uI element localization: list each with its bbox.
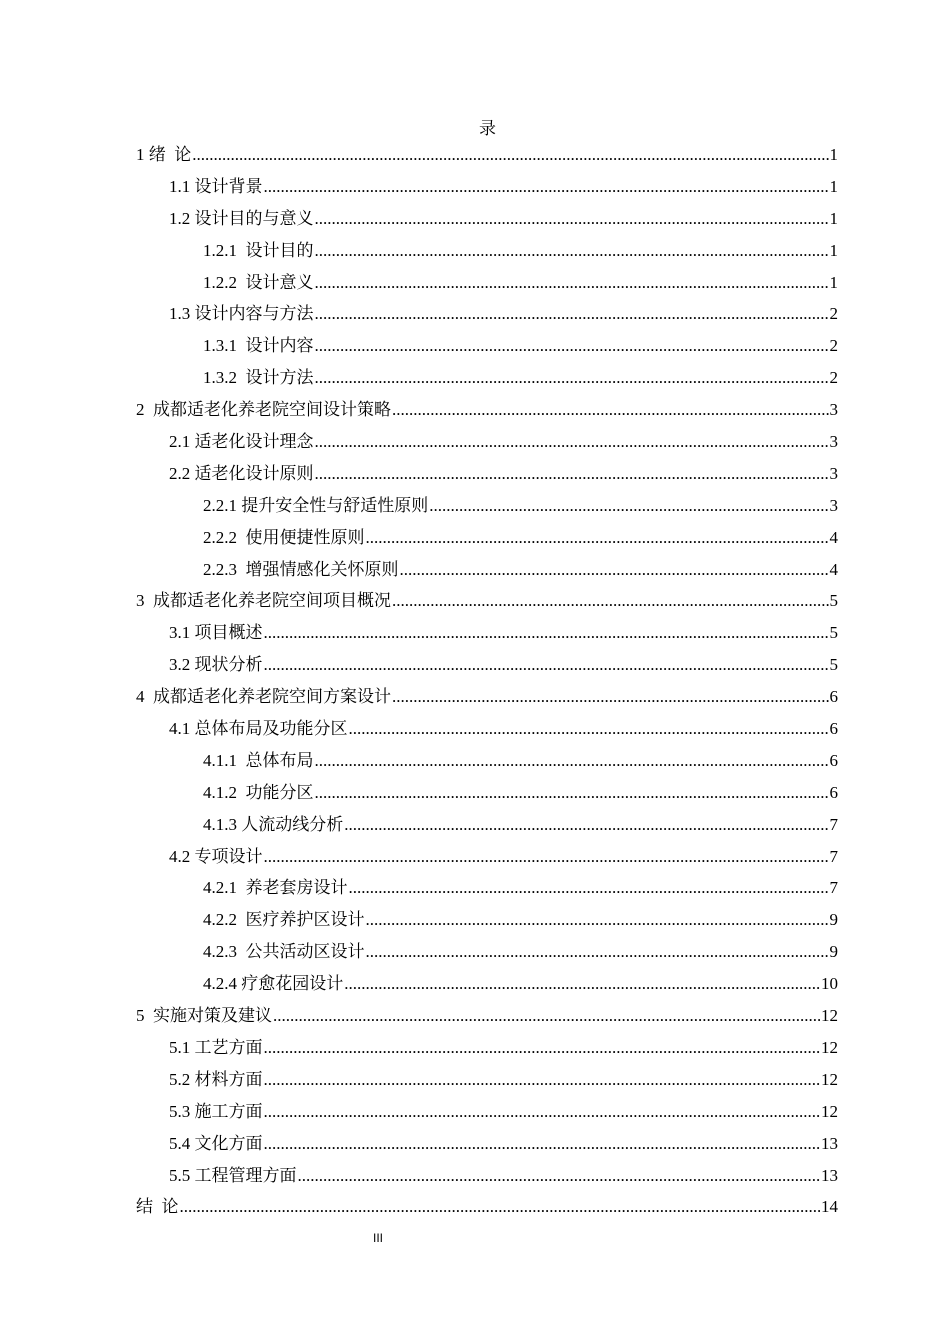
toc-entry-page: 6 <box>829 687 838 707</box>
toc-entry[interactable] <box>136 458 838 490</box>
toc-entry-page: 6 <box>829 750 838 770</box>
toc-dot-leader <box>315 745 829 777</box>
toc-dot-leader <box>344 968 820 1000</box>
toc-entry-page: 4 <box>829 527 838 547</box>
toc-dot-leader <box>392 585 829 617</box>
toc-dot-leader <box>400 554 829 586</box>
toc-entry-label: 3.2 现状分析 <box>169 655 263 675</box>
toc-entry[interactable] <box>136 713 838 745</box>
toc-entry-label: 4.2.2 医疗养护区设计 <box>203 910 365 930</box>
toc-entry-label: 4.1.1 总体布局 <box>203 750 314 770</box>
toc-entry-label: 1.3 设计内容与方法 <box>169 304 314 324</box>
toc-entry-page: 13 <box>821 1165 838 1185</box>
toc-entry[interactable] <box>136 1191 838 1223</box>
toc-entry[interactable] <box>136 904 838 936</box>
toc-entry[interactable] <box>136 235 838 267</box>
toc-entry[interactable] <box>136 1160 838 1192</box>
toc-entry-label: 1.2.1 设计目的 <box>203 240 314 260</box>
toc-entry[interactable] <box>136 426 838 458</box>
toc-entry-label: 1.2.2 设计意义 <box>203 272 314 292</box>
toc-entry-label: 5.4 文化方面 <box>169 1133 263 1153</box>
toc-entry[interactable] <box>136 203 838 235</box>
toc-entry[interactable] <box>136 298 838 330</box>
toc-entry-label: 1.3.2 设计方法 <box>203 368 314 388</box>
toc-entry-label: 2.2 适老化设计原则 <box>169 463 314 483</box>
toc-entry-label: 1.1 设计背景 <box>169 176 263 196</box>
toc-entry-label: 2.1 适老化设计理念 <box>169 432 314 452</box>
toc-entry[interactable] <box>136 841 838 873</box>
toc-entry-label: 5.1 工艺方面 <box>169 1037 263 1057</box>
toc-title: 录 <box>479 119 496 138</box>
toc-entry-label: 5 实施对策及建议 <box>136 1006 272 1026</box>
toc-entry[interactable] <box>136 1096 838 1128</box>
toc-entry-page: 5 <box>829 591 838 611</box>
toc-dot-leader <box>264 1032 821 1064</box>
toc-entry[interactable] <box>136 681 838 713</box>
toc-entry-page: 12 <box>821 1101 838 1121</box>
toc-dot-leader <box>315 330 829 362</box>
toc-entry[interactable] <box>136 139 838 171</box>
toc-entry-page: 6 <box>829 719 838 739</box>
toc-entry-label: 1.3.1 设计内容 <box>203 336 314 356</box>
toc-dot-leader <box>315 362 829 394</box>
toc-entry[interactable] <box>136 745 838 777</box>
toc-entry[interactable] <box>136 1000 838 1032</box>
toc-entry-page: 2 <box>829 304 838 324</box>
toc-entry-label: 4.2.4 疗愈花园设计 <box>203 974 344 994</box>
toc-entry-label: 5.2 材料方面 <box>169 1069 263 1089</box>
toc-dot-leader <box>315 426 829 458</box>
toc-entry-label: 2 成都适老化养老院空间设计策略 <box>136 400 391 420</box>
toc-dot-leader <box>392 681 829 713</box>
toc-entry[interactable] <box>136 267 838 299</box>
toc-entry-page: 4 <box>829 559 838 579</box>
toc-entry-label: 1 绪 论 <box>136 145 192 164</box>
toc-entry-label: 4.2.1 养老套房设计 <box>203 878 348 898</box>
toc-entry-label: 2.2.3 增强情感化关怀原则 <box>203 559 399 579</box>
toc-entry-page: 10 <box>821 974 838 994</box>
toc-entry-label: 3 成都适老化养老院空间项目概况 <box>136 591 391 611</box>
toc-entry[interactable] <box>136 1128 838 1160</box>
toc-dot-leader <box>315 203 829 235</box>
toc-entry[interactable] <box>136 490 838 522</box>
toc-entry-label: 4 成都适老化养老院空间方案设计 <box>136 687 391 707</box>
toc-dot-leader <box>264 1064 821 1096</box>
toc-entry-label: 4.2 专项设计 <box>169 846 263 866</box>
toc-entry[interactable] <box>136 936 838 968</box>
toc-entry-page: 7 <box>829 846 838 866</box>
toc-dot-leader <box>315 267 829 299</box>
toc-entry-page: 1 <box>829 208 838 228</box>
toc-entry[interactable] <box>136 522 838 554</box>
toc-entry-label: 4.1.3 人流动线分析 <box>203 814 344 834</box>
toc-entry-page: 12 <box>821 1037 838 1057</box>
toc-entry[interactable] <box>136 585 838 617</box>
toc-entry[interactable] <box>136 617 838 649</box>
table-of-contents <box>136 139 838 1223</box>
toc-entry-page: 7 <box>829 814 838 834</box>
toc-dot-leader <box>349 713 829 745</box>
toc-entry-page: 1 <box>829 240 838 260</box>
toc-entry[interactable] <box>136 968 838 1000</box>
toc-entry-page: 12 <box>821 1069 838 1089</box>
toc-entry[interactable] <box>136 1032 838 1064</box>
toc-entry-page: 1 <box>829 176 838 196</box>
toc-entry-label: 3.1 项目概述 <box>169 623 263 643</box>
toc-entry-label: 5.5 工程管理方面 <box>169 1165 297 1185</box>
toc-entry-label: 2.2.1 提升安全性与舒适性原则 <box>203 495 429 515</box>
toc-entry-page: 7 <box>829 878 838 898</box>
toc-entry-page: 3 <box>829 432 838 452</box>
toc-entry[interactable] <box>136 1064 838 1096</box>
toc-entry-label: 4.1.2 功能分区 <box>203 782 314 802</box>
toc-entry[interactable] <box>136 394 838 426</box>
toc-entry-page: 14 <box>821 1197 838 1217</box>
toc-dot-leader <box>264 1128 821 1160</box>
toc-entry-page: 1 <box>829 272 838 292</box>
toc-entry-label: 结 论 <box>136 1197 179 1217</box>
toc-entry[interactable] <box>136 362 838 394</box>
toc-entry-page: 12 <box>821 1006 838 1026</box>
toc-entry[interactable] <box>136 554 838 586</box>
toc-dot-leader <box>366 936 829 968</box>
toc-entry-page: 3 <box>829 463 838 483</box>
toc-entry-label: 4.2.3 公共活动区设计 <box>203 942 365 962</box>
toc-entry-page: 9 <box>829 910 838 930</box>
page-number-footer: III <box>372 1231 383 1245</box>
toc-entry-page: 9 <box>829 942 838 962</box>
toc-entry[interactable] <box>136 777 838 809</box>
toc-entry-page: 2 <box>829 368 838 388</box>
toc-dot-leader <box>429 490 828 522</box>
toc-dot-leader <box>264 841 829 873</box>
toc-dot-leader <box>180 1191 821 1223</box>
toc-dot-leader <box>349 872 829 904</box>
toc-entry[interactable] <box>136 330 838 362</box>
toc-dot-leader <box>366 904 829 936</box>
toc-dot-leader <box>344 809 828 841</box>
toc-entry-page: 3 <box>829 495 838 515</box>
toc-entry-page: 2 <box>829 336 838 356</box>
toc-entry[interactable] <box>136 872 838 904</box>
toc-entry[interactable] <box>136 649 838 681</box>
toc-entry-page: 6 <box>829 782 838 802</box>
toc-dot-leader <box>366 522 829 554</box>
toc-dot-leader <box>315 235 829 267</box>
toc-entry-page: 3 <box>829 400 838 420</box>
toc-dot-leader <box>264 649 829 681</box>
toc-dot-leader <box>392 394 829 426</box>
toc-dot-leader <box>264 171 829 203</box>
toc-dot-leader <box>315 777 829 809</box>
toc-dot-leader <box>273 1000 820 1032</box>
toc-entry-page: 5 <box>829 655 838 675</box>
toc-entry-label: 4.1 总体布局及功能分区 <box>169 719 348 739</box>
toc-entry[interactable] <box>136 171 838 203</box>
toc-dot-leader <box>315 298 829 330</box>
toc-entry-page: 13 <box>821 1133 838 1153</box>
toc-dot-leader <box>264 617 829 649</box>
toc-entry-label: 1.2 设计目的与意义 <box>169 208 314 228</box>
toc-dot-leader <box>298 1160 821 1192</box>
toc-entry-label: 5.3 施工方面 <box>169 1101 263 1121</box>
toc-dot-leader <box>315 458 829 490</box>
toc-dot-leader <box>264 1096 821 1128</box>
toc-entry-page: 5 <box>829 623 838 643</box>
toc-entry-page: 1 <box>829 145 838 164</box>
toc-entry-label: 2.2.2 使用便捷性原则 <box>203 527 365 547</box>
toc-entry[interactable] <box>136 809 838 841</box>
toc-dot-leader <box>192 139 828 171</box>
